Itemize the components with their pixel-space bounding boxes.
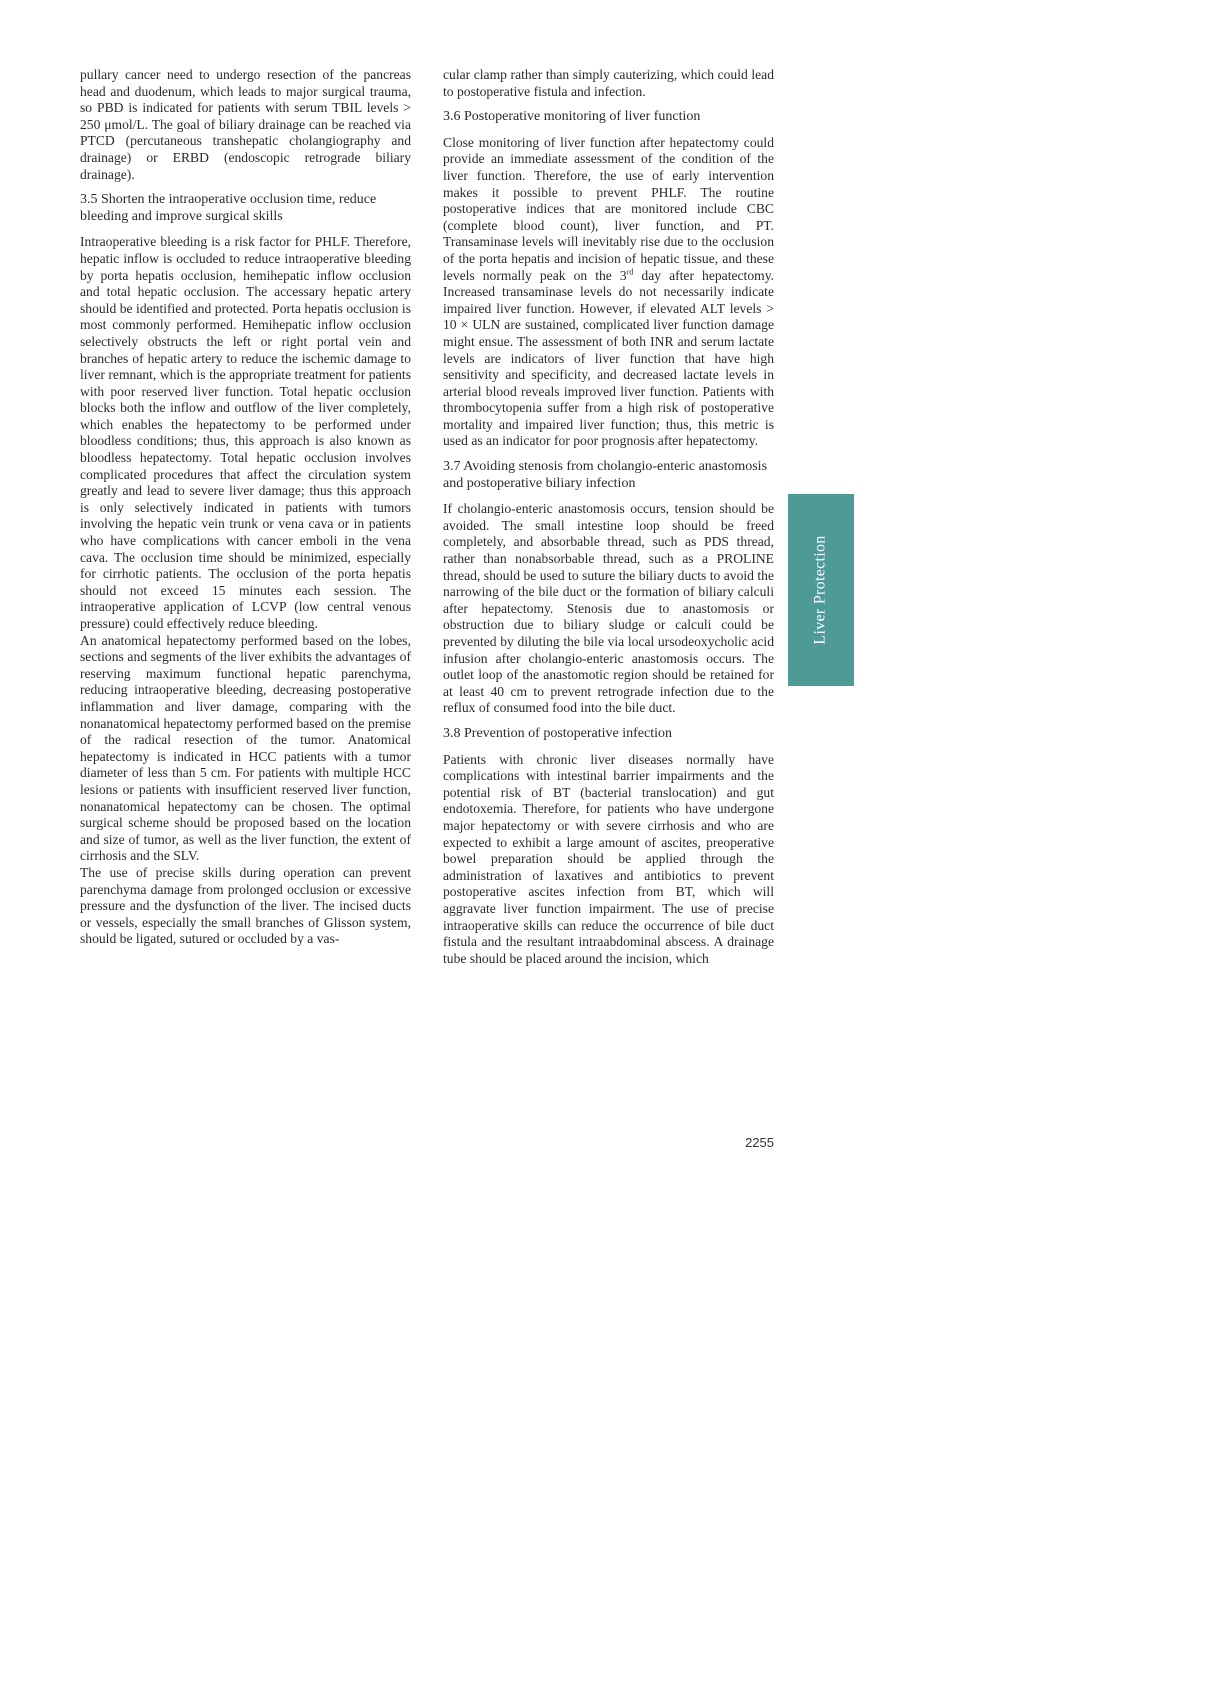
paragraph-continued: cular clamp rather than simply cauterizing, which could lead to postoperative fistula and infection. [443,67,774,99]
paragraph-3-6 [443,135,774,450]
side-tab-liver-protection [788,494,854,686]
side-tab-label: Liver Protection [812,535,829,645]
paragraph-3-6-part-a: Close monitoring of liver function after hepatectomy could provide an immediate assessment of the condition of the liver function. Therefore, the use of early intervention makes it possible to prevent PHLF. The routine postoperative indices that are monitored include CBC (complete blood count), liver function, and PT. Transaminase levels will inevitably rise due to the occlusion of the porta hepatis and incision of hepatic tissue, and these levels normally peak on the 3 [443,134,774,283]
superscript-rd: rd [626,267,634,276]
section-heading-3-7: 3.7 Avoiding stenosis from cholangio-enteric anastomosis and postoperative biliary infection [443,459,768,491]
section-heading-3-5: 3.5 Shorten the intraoperative occlusion time, reduce bleeding and improve surgical skills [80,192,377,224]
paragraph-3-6-part-b: day after hepatectomy. Increased transaminase levels do not necessarily indicate impaired liver function. However, if elevated ALT levels > 10 × ULN are sustained, complicated liver function damage might ensue. The assessment of both INR and serum lactate levels are indicators of liver function that have high sensitivity and specificity, and decreased lactate levels in arterial blood reveals improved liver function. Patients with thrombocytopenia suffer from a high risk of postoperative mortality and impaired liver function; thus, this metric is used as an indicator for poor prognosis after hepatectomy. [443,267,775,449]
paragraph-3-5-c: The use of precise skills during operation can prevent parenchyma damage from prolonged occlusion or excessive pressure and the dysfunction of the liver. The incised ducts or vessels, especially the small branches of Glisson system, should be ligated, sutured or occluded by a vas- [80,864,411,947]
right-column [443,67,774,967]
paragraph-3-5-b: An anatomical hepatectomy performed based on the lobes, sections and segments of the liver exhibits the advantages of reserving maximum functional hepatic parenchyma, reducing intraoperative bleeding, decreasing postoperative inflammation and liver damage, comparing with the nonanatomical hepatectomy performed based on the premise of the radical resection of the tumor. Anatomical hepatectomy is indicated in HCC patients with a tumor diameter of less than 5 cm. For patients with multiple HCC lesions or patients with insufficient reserved liver function, nonanatomical hepatectomy can be chosen. The optimal surgical scheme should be proposed based on the location and size of tumor, as well as the liver function, the extent of cirrhosis and the SLV. [80,632,411,864]
section-heading-3-6: 3.6 Postoperative monitoring of liver function [443,109,701,125]
section-heading-3-8: 3.8 Prevention of postoperative infection [443,725,672,741]
page-number: 2255 [745,1135,774,1150]
paragraph-intro: pullary cancer need to undergo resection of the pancreas head and duodenum, which leads to major surgical trauma, so PBD is indicated for patients with serum TBIL levels > 250 μmol/L. The goal of biliary drainage can be reached via PTCD (percutaneous transhepatic cholangiography and drainage) or ERBD (endoscopic retrograde biliary drainage). [80,67,411,182]
left-column [80,67,411,948]
paragraph-3-8: Patients with chronic liver diseases normally have complications with intestinal barrier impairments and the potential risk of BT (bacterial translocation) and gut endotoxemia. Therefore, for patients who have undergone major hepatectomy or with severe cirrhosis and who are expected to exhibit a large amount of ascites, preoperative bowel preparation should be applied through the administration of laxatives and antibiotics to prevent postoperative ascites infection from BT, which will aggravate liver function impairment. The use of precise intraoperative skills can reduce the occurrence of bile duct fistula and the resultant intraabdominal abscess. A drainage tube should be placed around the incision, which [443,751,774,966]
paragraph-3-5-a: Intraoperative bleeding is a risk factor for PHLF. Therefore, hepatic inflow is occluded to reduce intraoperative bleeding by porta hepatis occlusion, hemihepatic inflow occlusion and total hepatic occlusion. The accessary hepatic artery should be identified and protected. Porta hepatis occlusion is most commonly performed. Hemihepatic inflow occlusion selectively obstructs the left or right portal vein and branches of hepatic artery to reduce the ischemic damage to liver remnant, which is the appropriate treatment for patients with poor reserved liver function. Total hepatic occlusion blocks both the inflow and outflow of the liver completely, which enables the hepatectomy to be performed under bloodless conditions; thus, this approach is also known as bloodless hepatectomy. Total hepatic occlusion involves complicated procedures that affect the circulation system greatly and lead to severe liver damage; thus this approach is only selectively indicated in patients with tumors involving the hepatic vein trunk or vena cava or in patients who have complications with cancer emboli in the vena cava. The occlusion time should be minimized, especially for cirrhotic patients. The occlusion of the porta hepatis should not exceed 15 minutes each session. The intraoperative application of LCVP (low central venous pressure) could effectively reduce bleeding. [80,234,411,631]
paragraph-3-7: If cholangio-enteric anastomosis occurs, tension should be avoided. The small intestine loop should be freed completely, and absorbable thread, such as PDS thread, rather than nonabsorbable thread, such as a PROLINE thread, should be used to suture the biliary ducts to avoid the narrowing of the bile duct or the formation of biliary calculi after hepatectomy. Stenosis due to anastomosis or obstruction due to biliary sludge or calculi could be prevented by diluting the bile via local ursodeoxycholic acid infusion after cholangio-enteric anastomosis occurs. The outlet loop of the anastomotic region should be retained for at least 40 cm to prevent retrograde infection due to the reflux of consumed food into the bile duct. [443,501,774,716]
